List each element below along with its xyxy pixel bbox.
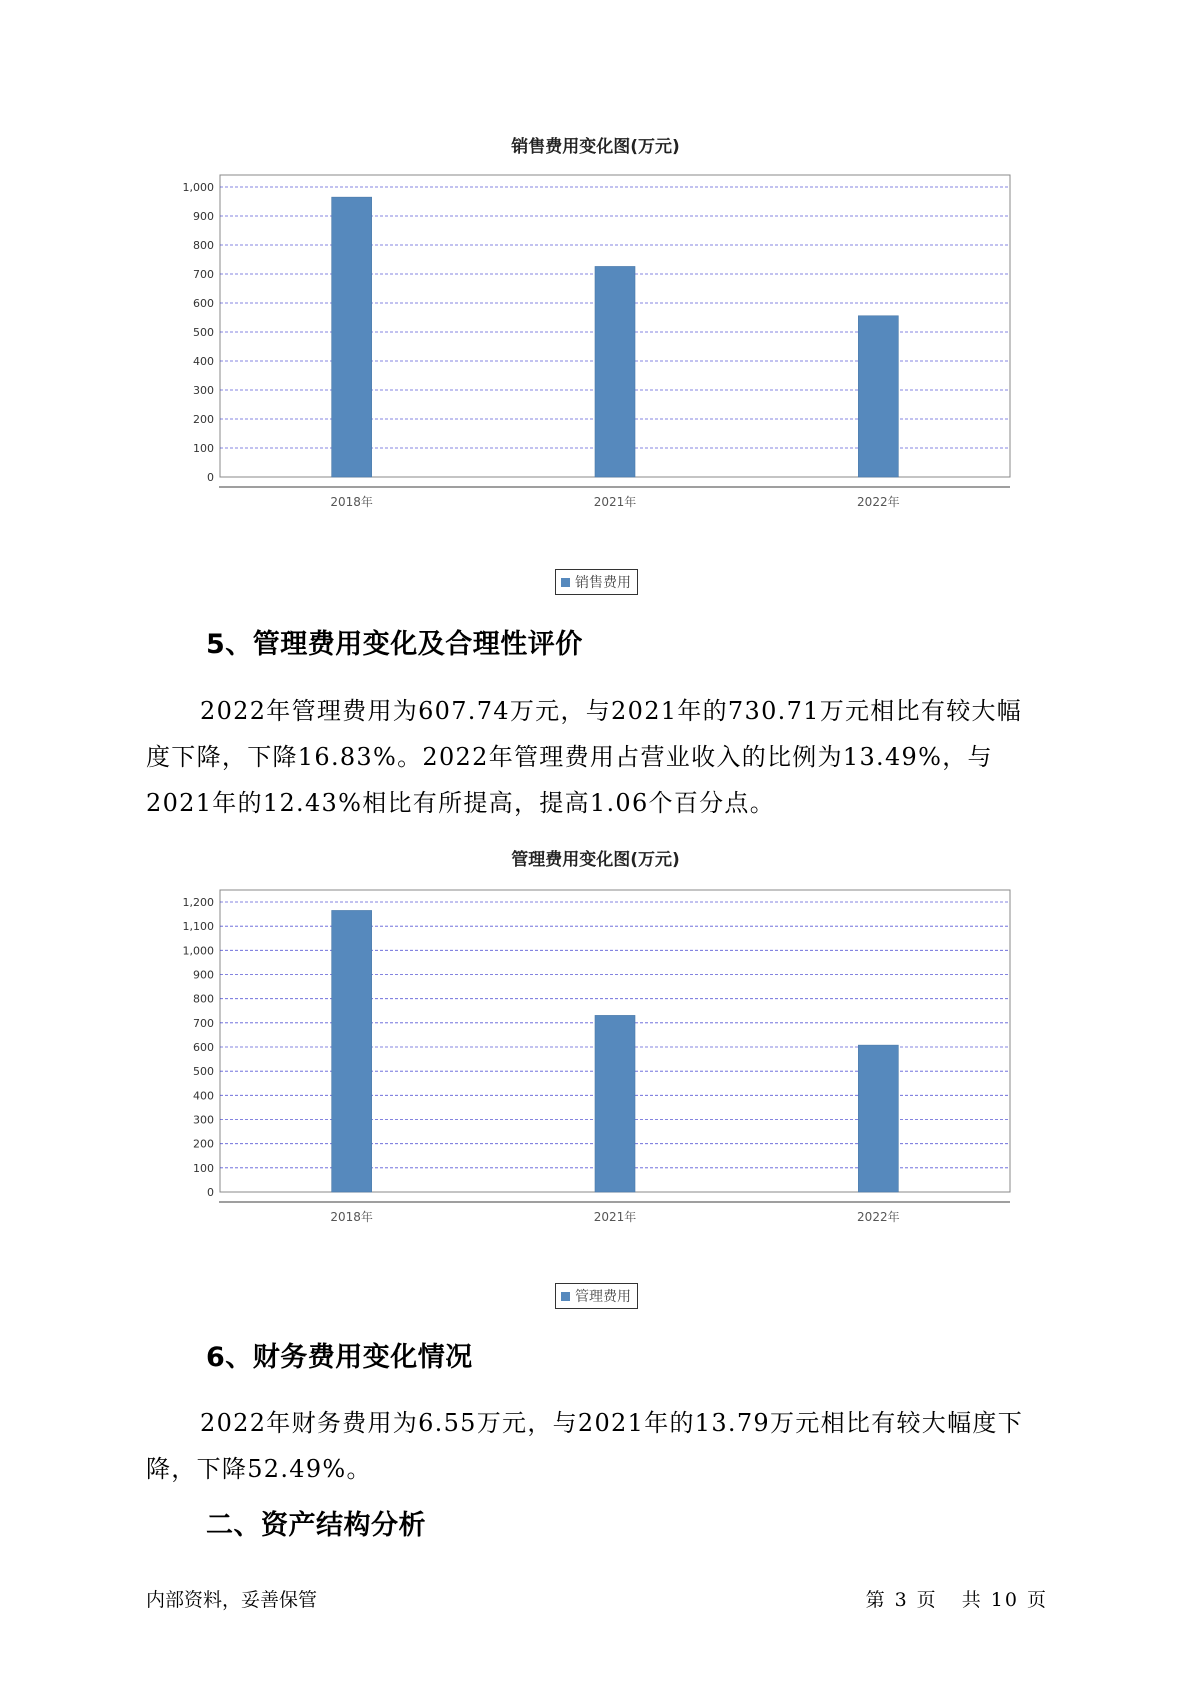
- y-tick-label: 100: [193, 1161, 214, 1175]
- section-6-paragraph: 2022年财务费用为6.55万元，与2021年的13.79万元相比有较大幅度下降，下降52.49%。: [146, 1409, 1023, 1483]
- page-prefix: 第: [865, 1589, 887, 1611]
- y-tick-label: 1,200: [182, 896, 214, 909]
- page-number: 3: [894, 1589, 909, 1611]
- bar: [332, 197, 372, 477]
- section-5-paragraph: 2022年管理费用为607.74万元，与2021年的730.71万元相比有较大幅度下降，下降16.83%。2022年管理费用占营业收入的比例为13.49%，与2021年的12.43%相比有所提高，提高1.06个百分点。: [146, 697, 1023, 817]
- section-5-heading: 5、管理费用变化及合理性评价: [206, 629, 583, 660]
- y-tick-label: 800: [193, 239, 214, 252]
- admin-expense-legend: [555, 1283, 638, 1309]
- sales-expense-chart: [140, 160, 1040, 509]
- y-tick-label: 200: [193, 1137, 214, 1151]
- bar: [858, 316, 898, 477]
- y-tick-label: 1,000: [182, 181, 214, 194]
- bar: [595, 1015, 635, 1192]
- legend-swatch: [561, 1292, 570, 1301]
- y-tick-label: 700: [193, 268, 214, 281]
- y-tick-label: 300: [193, 384, 214, 397]
- bar: [595, 266, 635, 477]
- footer-page-info: [862, 1585, 1052, 1612]
- admin-expense-chart-title: 管理费用变化图(万元): [511, 850, 680, 870]
- page-unit: 页: [916, 1589, 938, 1611]
- x-tick-label: 2021年: [593, 1210, 637, 1224]
- y-tick-label: 400: [193, 355, 214, 368]
- bar: [858, 1045, 898, 1192]
- y-tick-label: 0: [207, 471, 214, 484]
- y-tick-label: 1,000: [182, 944, 214, 958]
- y-tick-label: 900: [193, 210, 214, 223]
- y-tick-label: 600: [193, 297, 214, 310]
- legend-label: 销售费用: [575, 575, 631, 591]
- y-tick-label: 200: [193, 413, 214, 426]
- x-tick-label: 2021年: [593, 495, 637, 509]
- y-tick-label: 900: [193, 968, 214, 982]
- y-tick-label: 500: [193, 1065, 214, 1079]
- x-tick-label: 2018年: [330, 495, 373, 509]
- total-unit: 页: [1026, 1589, 1048, 1611]
- y-tick-label: 600: [193, 1041, 214, 1054]
- y-tick-label: 400: [193, 1089, 214, 1103]
- legend-label: 管理费用: [575, 1289, 631, 1305]
- total-pages: 10: [990, 1589, 1019, 1611]
- x-tick-label: 2022年: [857, 495, 900, 509]
- legend-swatch: [561, 578, 570, 587]
- y-tick-label: 500: [193, 326, 214, 339]
- y-tick-label: 700: [193, 1016, 214, 1030]
- y-tick-label: 800: [193, 992, 214, 1006]
- sales-expense-chart-title: 销售费用变化图(万元): [511, 137, 680, 157]
- y-tick-label: 0: [207, 1186, 214, 1199]
- admin-expense-chart: [140, 875, 1040, 1224]
- sales-expense-legend: [555, 569, 638, 595]
- section-two-heading: 二、资产结构分析: [206, 1510, 426, 1541]
- total-prefix: 共: [961, 1589, 983, 1611]
- y-tick-label: 300: [193, 1113, 214, 1127]
- y-tick-label: 100: [193, 442, 214, 455]
- y-tick-label: 1,100: [182, 920, 214, 934]
- section-6-heading: 6、财务费用变化情况: [206, 1342, 473, 1373]
- footer-confidential-note: 内部资料，妥善保管: [146, 1589, 318, 1611]
- x-tick-label: 2022年: [857, 1210, 900, 1224]
- x-tick-label: 2018年: [330, 1210, 373, 1224]
- bar: [332, 910, 372, 1192]
